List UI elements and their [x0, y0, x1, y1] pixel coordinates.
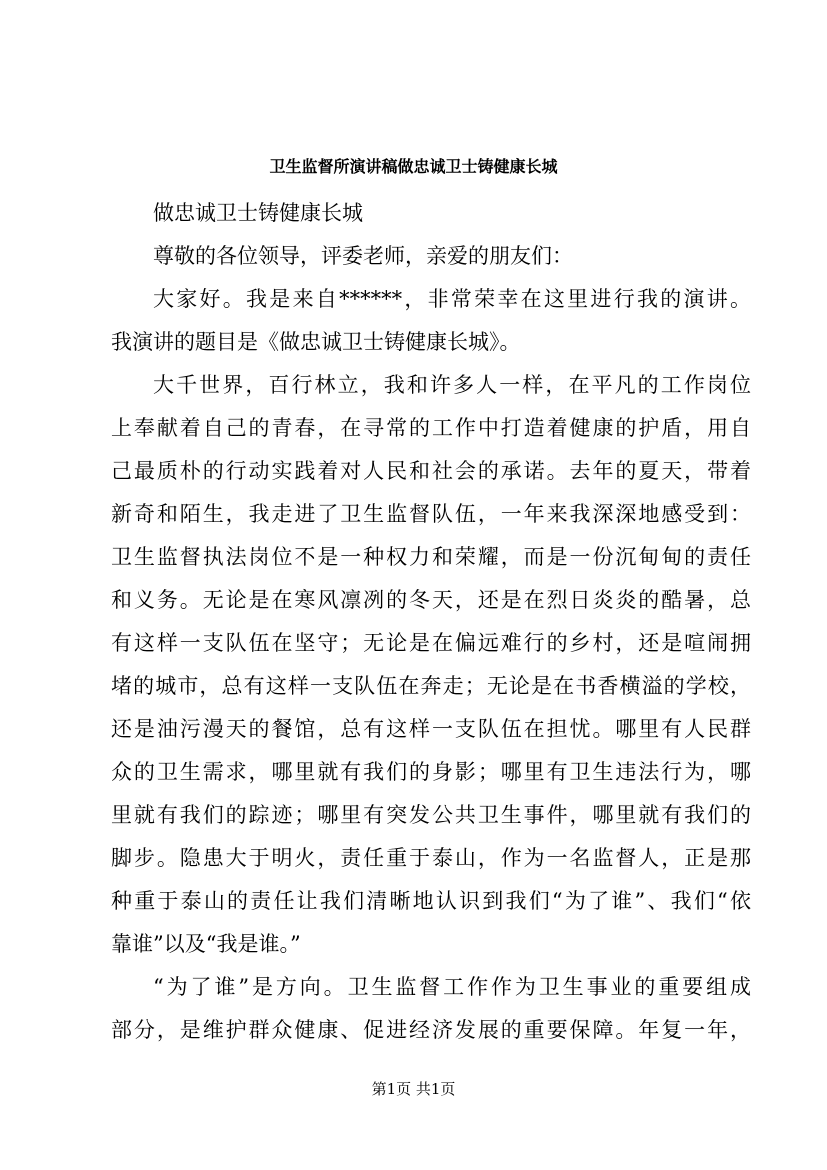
paragraph-line: 己最质朴的行动实践着对人民和社会的承诺。去年的夏天，带着: [111, 459, 751, 483]
paragraph-line: 种重于泰山的责任让我们清晰地认识到我们“为了谁”、我们“依: [111, 889, 751, 913]
paragraph-line: 卫生监督执法岗位不是一种权力和荣耀，而是一份沉甸甸的责任: [111, 545, 751, 569]
paragraph-line: 脚步。隐患大于明火，责任重于泰山，作为一名监督人，正是那: [111, 846, 751, 870]
paragraph-line: 新奇和陌生，我走进了卫生监督队伍，一年来我深深地感受到：: [111, 502, 751, 526]
paragraph-line: 部分，是维护群众健康、促进经济发展的重要保障。年复一年，: [111, 1018, 751, 1042]
page-title: 卫生监督所演讲稿做忠诚卫士铸健康长城: [269, 157, 558, 176]
paragraph-line: 大家好。我是来自******，非常荣幸在这里进行我的演讲。: [153, 287, 751, 311]
paragraph-line: 大千世界，百行林立，我和许多人一样，在平凡的工作岗位: [153, 373, 751, 397]
paragraph-line: 上奉献着自己的青春，在寻常的工作中打造着健康的护盾，用自: [111, 416, 751, 440]
paragraph-line: “为了谁”是方向。卫生监督工作作为卫生事业的重要组成: [153, 975, 751, 999]
paragraph-line: 有这样一支队伍在坚守；无论是在偏远难行的乡村，还是喧闹拥: [111, 631, 751, 655]
paragraph-line: 我演讲的题目是《做忠诚卫士铸健康长城》。: [111, 330, 521, 354]
subtitle-line: 做忠诚卫士铸健康长城: [153, 201, 363, 225]
page-number-footer: 第1页 共1页: [371, 1080, 456, 1098]
paragraph-line: 里就有我们的踪迹；哪里有突发公共卫生事件，哪里就有我们的: [111, 803, 751, 827]
paragraph-line: 和义务。无论是在寒风凛冽的冬天，还是在烈日炎炎的酷暑，总: [111, 588, 751, 612]
paragraph-line: 靠谁”以及“我是谁。”: [111, 932, 301, 956]
paragraph-line: 还是油污漫天的餐馆，总有这样一支队伍在担忧。哪里有人民群: [111, 717, 751, 741]
salutation-line: 尊敬的各位领导，评委老师，亲爱的朋友们：: [153, 244, 573, 268]
paragraph-line: 众的卫生需求，哪里就有我们的身影；哪里有卫生违法行为，哪: [111, 760, 751, 784]
paragraph-line: 堵的城市，总有这样一支队伍在奔走；无论是在书香横溢的学校，: [111, 674, 751, 698]
